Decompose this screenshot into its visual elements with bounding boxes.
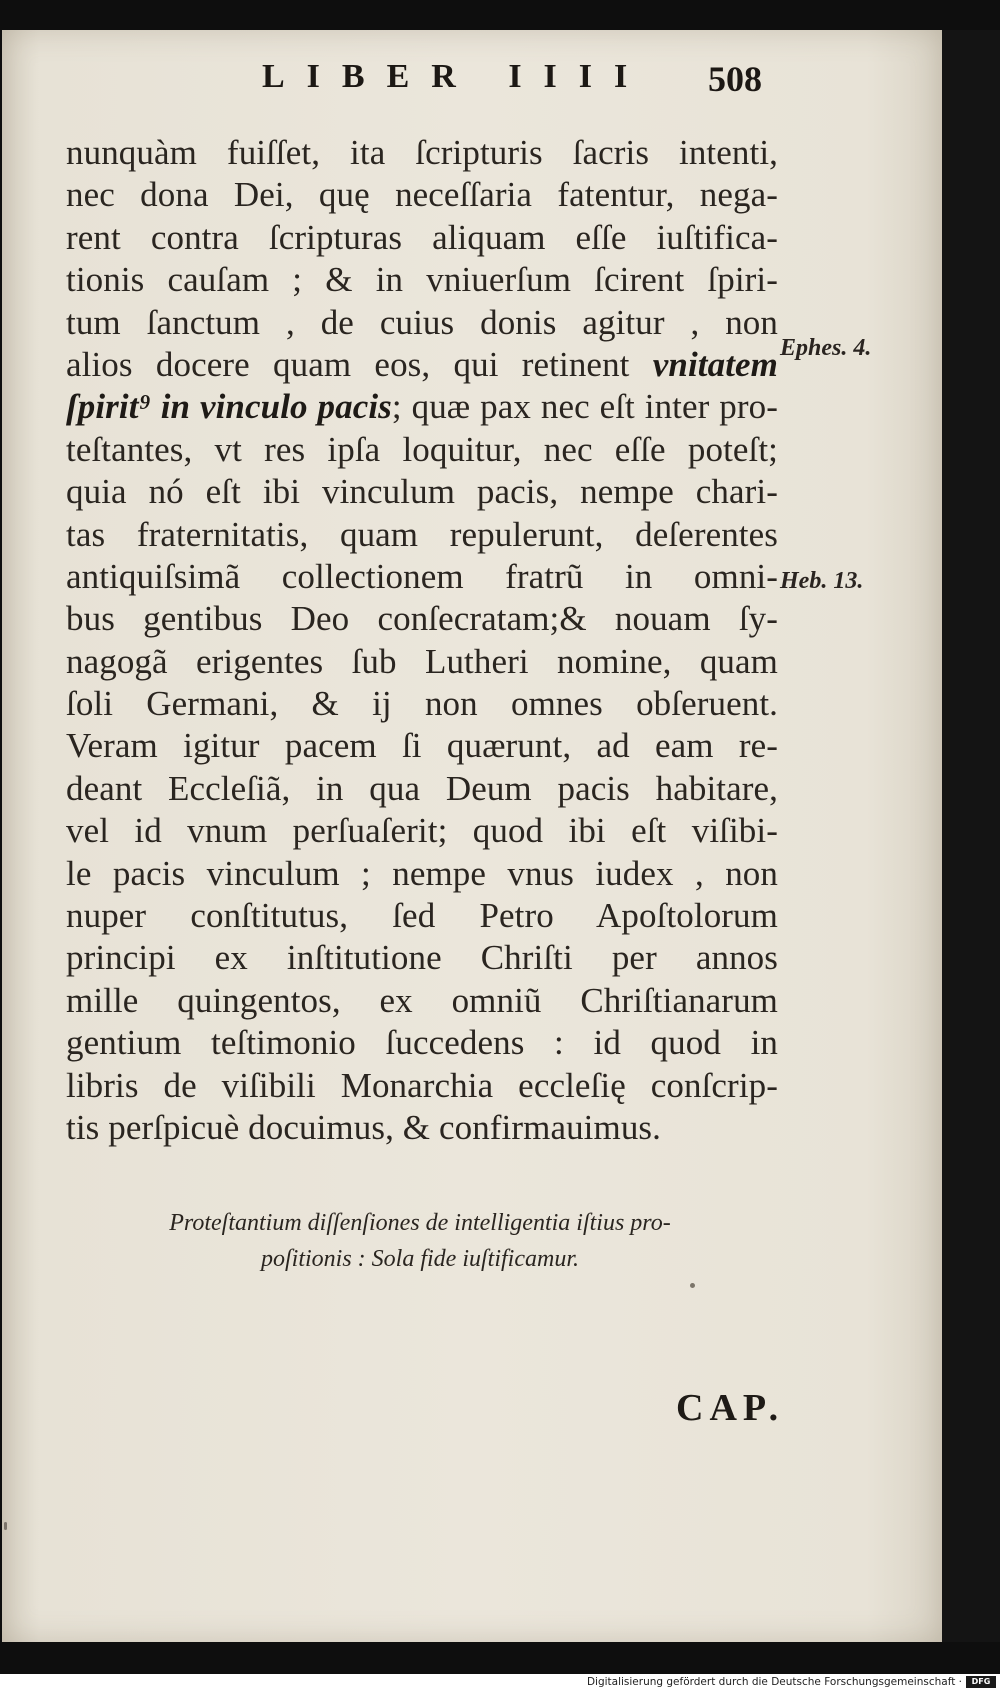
body-line: tis perſpicuè docuimus, & confirmauimus. [66,1107,662,1147]
body-line: nunquàm fuiſſet, ita ſcripturis ſacris intenti, [66,133,778,172]
margin-note-heb: Heb. 13. [780,568,864,594]
body-line: nec dona Dei, quę neceſſaria fatentur, nega- [66,175,778,215]
body-line: libris de viſibili Monarchia eccleſię conſcrip- [66,1065,778,1105]
caption-line-2: poſitionis : Sola fide iuſtificamur. [261,1246,579,1272]
body-line: principi ex inſtitutione Chriſti per annos [66,938,778,978]
body-line: bus gentibus Deo conſecratam;& nouam ſy- [66,599,778,639]
body-line: gentium teſtimonio ſuccedens : id quod in [66,1023,778,1063]
section-caption [70,1205,770,1277]
body-line: quia nó eſt ibi vinculum pacis, nempe chari- [66,472,778,512]
margin-note-ephes: Ephes. 4. [780,335,872,361]
body-line: teſtantes, vt res ipſa loquitur, nec eſſe poteſt; [66,429,778,469]
body-line: alios docere quam eos, qui retinent vnitatem [66,344,778,384]
body-line: vel id vnum perſuaſerit; quod ibi eſt viſibi- [66,811,778,851]
catchword: CAP. [676,1387,785,1429]
body-line: antiquiſsimã collectionem fratrũ in omni- [66,556,778,596]
body-line: Veram igitur pacem ſi quærunt, ad eam re- [66,726,778,766]
body-line: nuper conſtitutus, ſed Petro Apoſtolorum [66,896,778,936]
body-text [66,132,778,1149]
body-line: deant Eccleſiã, in qua Deum pacis habitare, [66,768,778,808]
footer-credit: Digitalisierung gefördert durch die Deutsche Forschungsgemeinschaft · [586,1676,962,1688]
body-line: rent contra ſcripturas aliquam eſſe iuſtifica- [66,217,778,257]
body-line: mille quingentos, ex omniũ Chriſtianarum [66,980,778,1020]
body-line: tum ſanctum , de cuius donis agitur , non [66,302,778,342]
body-line: nagogã erigentes ſub Lutheri nomine, quam [66,641,778,681]
dfg-logo-icon: DFG [966,1676,996,1688]
running-head: LIBER IIII [262,58,650,95]
scan-gutter [942,30,1000,1642]
body-line: tionis cauſam ; & in vniuerſum ſcirent ſpiri- [66,260,778,300]
page-number: 508 [708,59,762,99]
caption-line-1: Proteſtantium diſſenſiones de intelligentia iſtius pro- [169,1210,671,1236]
paper-speck [4,1522,7,1530]
paper-speck [690,1283,695,1288]
body-line: tas fraternitatis, quam repulerunt, deſerentes [66,514,778,554]
footer-bar [0,1674,1000,1690]
body-line: ſpirit⁹ in vinculo pacis; quæ pax nec eſt inter pro- [66,387,778,427]
body-line: ſoli Germani, & ij non omnes obſeruent. [66,684,778,724]
page-header [0,58,942,108]
body-line: le pacis vinculum ; nempe vnus iudex , non [66,853,778,893]
